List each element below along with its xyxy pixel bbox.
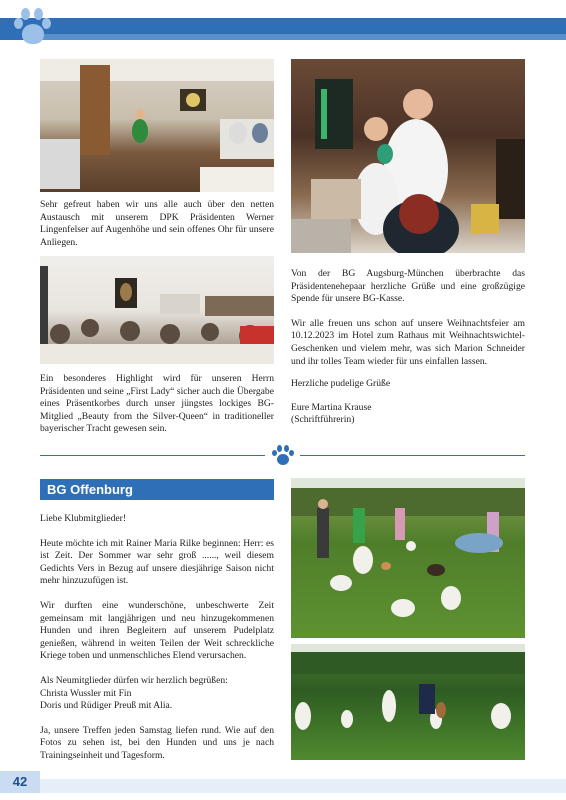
caption-photo-dinner: [40, 373, 274, 436]
signature-role: (Schriftführerin): [291, 414, 355, 426]
photo-restaurant-dancing: [40, 59, 274, 192]
caption-text: Sehr gefreut haben wir uns alle auch über den netten Austausch mit unserem DPK Präsidenten Werner Lingenfelser auf Augenhöhe und sein offenes Ohr für unsere Anliegen.: [40, 199, 274, 248]
paragraph: Ja, unsere Treffen jeden Samstag liefen rund. Wie auf den Fotos zu sehen ist, bei den Hunden und uns je nach Trainingseinheit und Tagesform.: [40, 724, 274, 761]
paw-icon: [270, 443, 296, 469]
photo-gift-handover: [291, 59, 525, 253]
member-entry: Christa Wussler mit Fin: [40, 687, 132, 699]
paw-icon: [12, 6, 54, 50]
paragraph: Als Neumitglieder dürfen wir herzlich begrüßen:: [40, 674, 228, 686]
greeting: Herzliche pudelige Grüße: [291, 378, 391, 390]
paragraph: Heute möchte ich mit Rainer Maria Rilke beginnen: Herr: es ist Zeit. Der Sommer war sehr groß ......, weil diesem Gedichts Vers in Bezug auf unsere diesjährige Saison nicht mehr hinzuzufügen ist.: [40, 537, 274, 587]
member-entry: Doris und Rüdiger Preuß mit Alia.: [40, 700, 173, 712]
paragraph: Von der BG Augsburg-München überbrachte das Präsidentenehepaar herzliche Grüße und eine großzügige Spende für unsere BG-Kasse.: [291, 268, 525, 305]
signature-name: Eure Martina Krause: [291, 401, 372, 413]
augsburg-article: [291, 268, 525, 427]
photo-group-dinner: [40, 256, 274, 364]
photo-dog-training-field: [291, 478, 525, 638]
photo-dogs-sitting: [291, 644, 525, 760]
header-bar-shade: [40, 34, 566, 40]
paragraph: Wir alle freuen uns schon auf unsere Weihnachtsfeier am 10.12.2023 im Hotel zum Rathaus mit Weihnachtswichtel-Geschenken und vielem mehr, was sich Marion Schneider und ihr tolles Team wieder für uns einfallen lassen.: [291, 317, 525, 367]
caption-photo-restaurant: [40, 199, 274, 249]
offenburg-article: [40, 513, 274, 763]
paragraph: Wir durften eine wunderschöne, unbeschwerte Zeit gemeinsam mit langjährigen und neu hinzugekommenen Hunden und ihren Begleitern auf unserem Pudelplatz genießen, während in weiten Teilen der Weit schreckliche Kriege toben und unmenschliches Elend verursachen.: [40, 599, 274, 662]
footer-bar: [40, 779, 566, 793]
section-divider-left: [40, 455, 265, 456]
section-divider-right: [300, 455, 525, 456]
salutation: Liebe Klubmitglieder!: [40, 513, 127, 524]
page-number: 42: [0, 771, 40, 793]
caption-text: Ein besonderes Highlight wird für unseren Herrn Präsidenten und seine „First Lady“ sicher auch die Übergabe eines Präsentkorbes durch unser jüngstes lockiges BG-Mitglied „Beauty from the Silver-Queen“ in traditioneller bayerischer Tracht gewesen sein.: [40, 373, 274, 435]
section-heading: BG Offenburg: [40, 479, 274, 500]
